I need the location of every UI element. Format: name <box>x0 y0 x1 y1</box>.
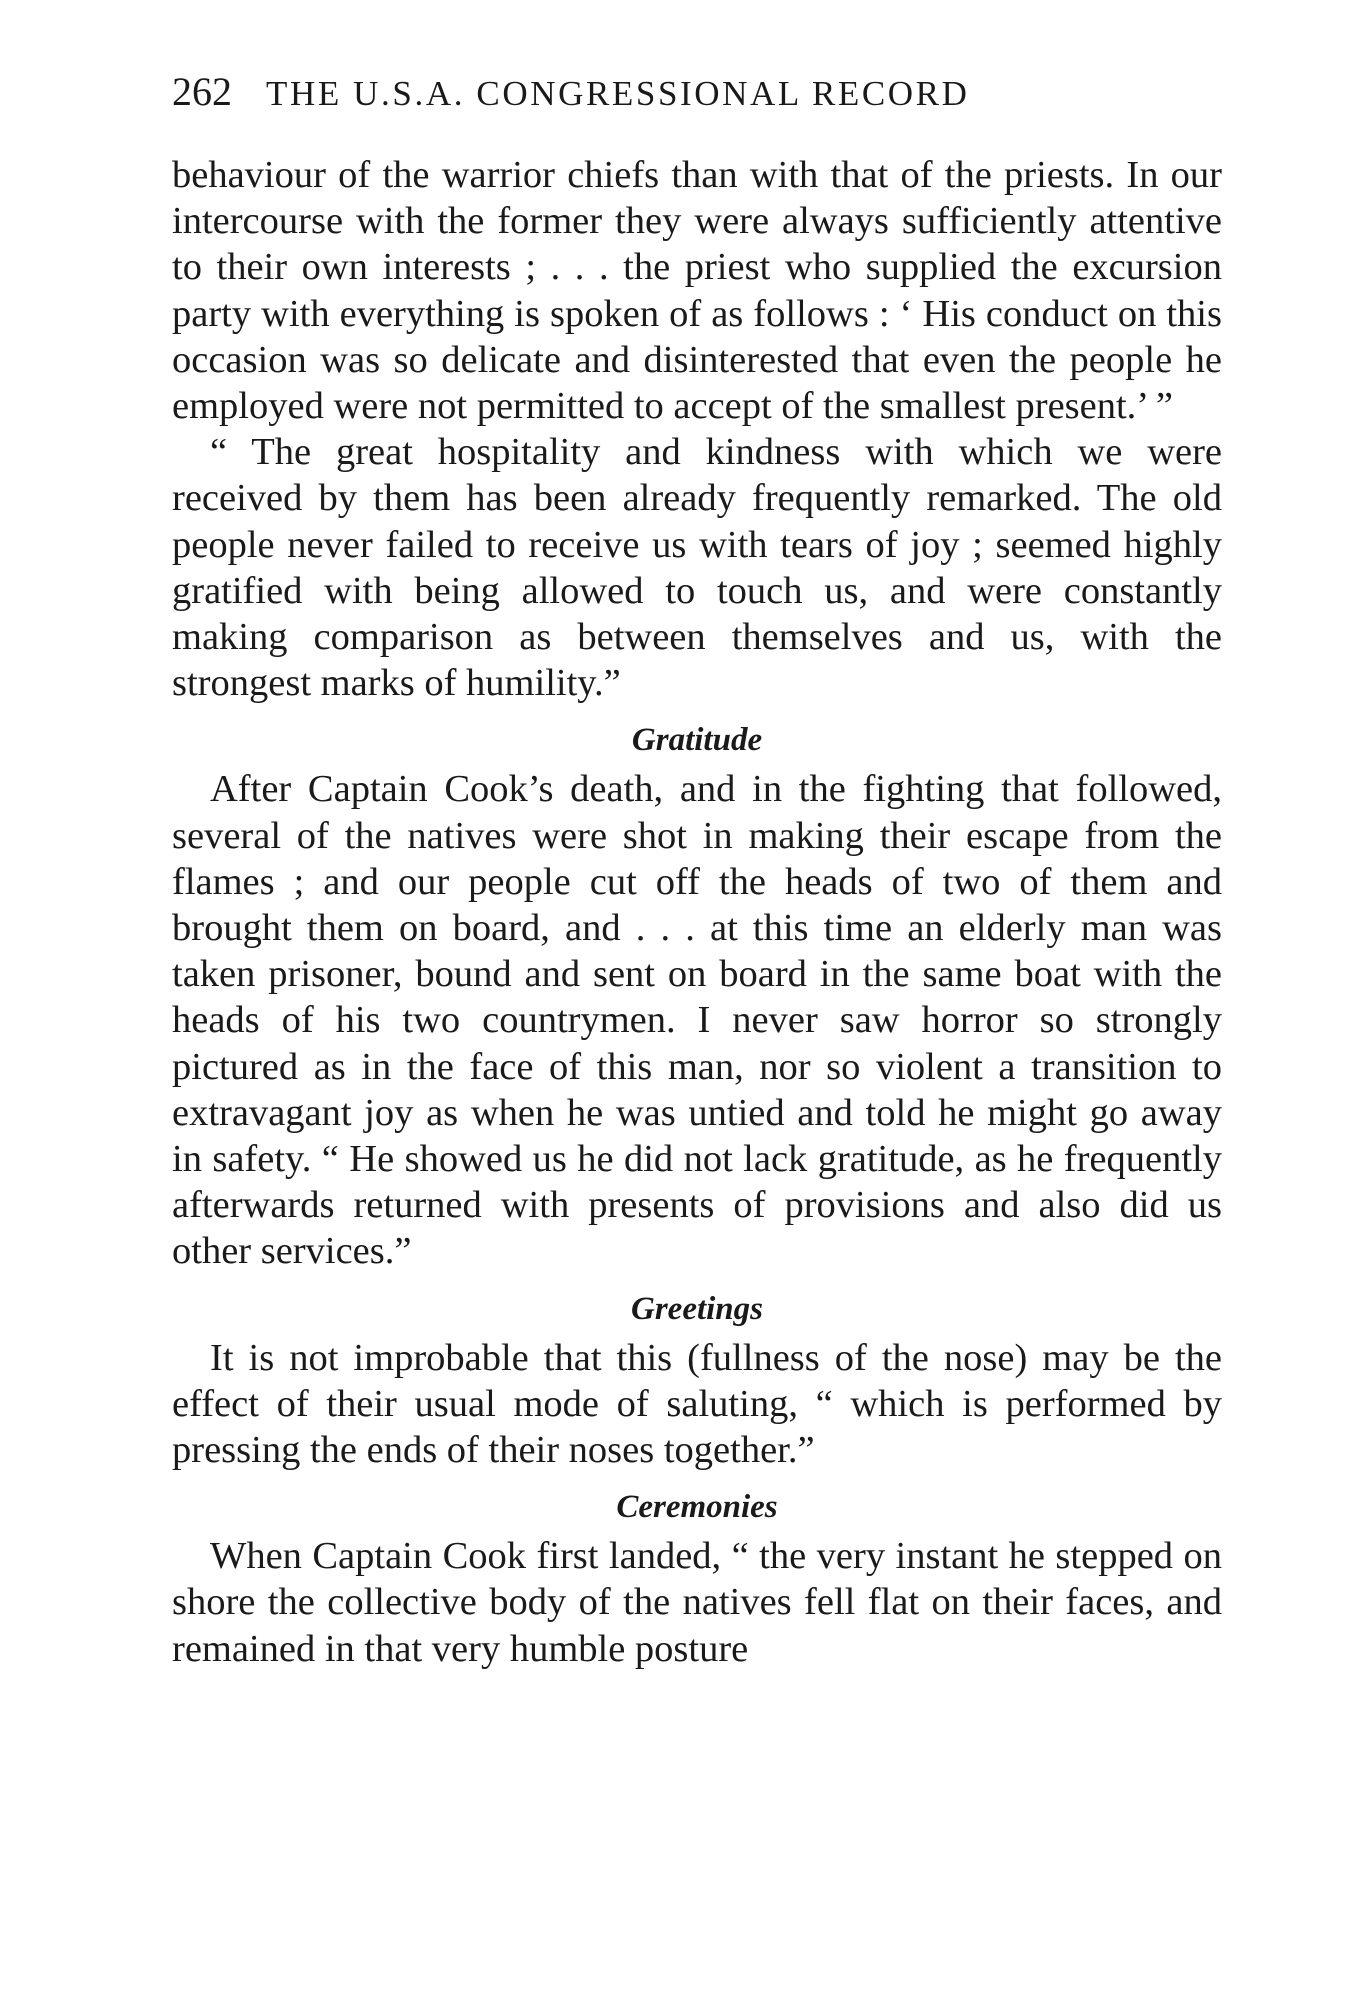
running-head <box>172 68 1222 130</box>
book-page <box>172 68 1222 1672</box>
section-heading-gratitude: Gratitude <box>631 722 763 759</box>
paragraph-hospitality: “ The great hospitality and kindness with which we were received by them has been already frequently remarked. The old people never failed to receive us with tears of joy ; seemed highly gratified with being allowed to touch us, and were constantly making comparison as between themselves and us, with the strongest marks of humility.” <box>172 431 1222 705</box>
paragraph-continued: behaviour of the warrior chiefs than with that of the priests. In our intercourse with the former they were always sufficiently attentive to their own interests ; . . . the priest who supplied the excursion party with everything is spoken of as follows : ‘ His conduct on this occasion was so delicate and disinterested that even the people he employed were not permitted to accept of the smallest present.’ ” <box>172 154 1222 428</box>
book-title: THE U.S.A. CONGRESSIONAL RECORD <box>266 74 970 113</box>
section-heading-greetings: Greetings <box>631 1290 763 1327</box>
section-heading-ceremonies: Ceremonies <box>616 1489 778 1526</box>
paragraph-greetings: It is not improbable that this (fullness of the nose) may be the effect of their usual mode of saluting, “ which is performed by pressing the ends of their noses together.” <box>172 1336 1222 1472</box>
page-number: 262 <box>172 69 232 114</box>
paragraph-ceremonies: When Captain Cook first landed, “ the very instant he stepped on shore the collective body of the natives fell flat on their faces, and remained in that very humble posture <box>172 1535 1222 1670</box>
paragraph-gratitude: After Captain Cook’s death, and in the fighting that followed, several of the natives were shot in making their escape from the flames ; and our people cut off the heads of two of them and brought them on board, and . . . at this time an elderly man was taken prisoner, bound and sent on board in the same boat with the heads of his two countrymen. I never saw horror so strongly pictured as in the face of this man, nor so violent a transition to extravagant joy as when he was untied and told he might go away in safety. “ He showed us he did not lack gratitude, as he frequently afterwards returned with presents of provisions and also did us other services.” <box>172 768 1222 1273</box>
